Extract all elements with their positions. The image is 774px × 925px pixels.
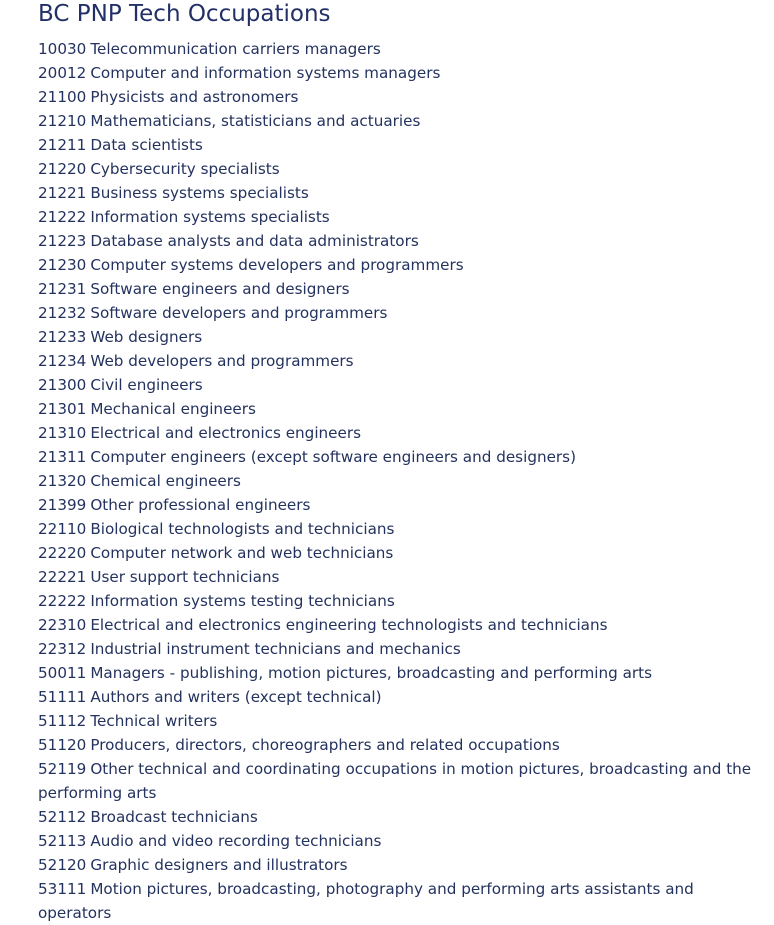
occupation-name: Other professional engineers xyxy=(90,496,311,514)
occupation-code: 21100 xyxy=(38,88,87,106)
occupation-name: Technical writers xyxy=(90,712,218,730)
occupation-item xyxy=(38,61,768,85)
occupation-code: 22222 xyxy=(38,592,87,610)
occupation-name: Graphic designers and illustrators xyxy=(90,856,348,874)
occupation-item xyxy=(38,349,768,373)
occupation-item xyxy=(38,421,768,445)
occupation-name: Information systems testing technicians xyxy=(90,592,395,610)
occupation-item xyxy=(38,637,768,661)
occupation-list xyxy=(38,37,768,925)
occupation-name: Mechanical engineers xyxy=(90,400,256,418)
occupation-code: 22310 xyxy=(38,616,87,634)
occupation-name: Business systems specialists xyxy=(90,184,309,202)
occupation-name: Software developers and programmers xyxy=(90,304,388,322)
occupation-code: 22110 xyxy=(38,520,87,538)
occupation-code: 21223 xyxy=(38,232,87,250)
occupation-name: Web developers and programmers xyxy=(90,352,354,370)
occupation-name: Computer and information systems managers xyxy=(90,64,441,82)
occupation-item xyxy=(38,805,768,829)
occupation-item xyxy=(38,541,768,565)
occupation-code: 21311 xyxy=(38,448,87,466)
occupation-item xyxy=(38,277,768,301)
occupation-item xyxy=(38,661,768,685)
occupation-name: Telecommunication carriers managers xyxy=(90,40,381,58)
occupation-code: 21234 xyxy=(38,352,87,370)
occupation-item xyxy=(38,733,768,757)
occupation-code: 21399 xyxy=(38,496,87,514)
occupation-item xyxy=(38,445,768,469)
occupation-code: 52120 xyxy=(38,856,87,874)
occupation-item xyxy=(38,493,768,517)
occupation-name: Authors and writers (except technical) xyxy=(90,688,382,706)
occupation-code: 21231 xyxy=(38,280,87,298)
occupation-name: Computer network and web technicians xyxy=(90,544,394,562)
occupation-item xyxy=(38,37,768,61)
occupation-name: Managers - publishing, motion pictures, broadcasting and performing arts xyxy=(90,664,652,682)
occupation-item xyxy=(38,685,768,709)
occupation-item xyxy=(38,157,768,181)
occupation-item xyxy=(38,853,768,877)
occupation-item xyxy=(38,85,768,109)
occupation-item xyxy=(38,709,768,733)
occupation-code: 22221 xyxy=(38,568,87,586)
occupation-name: Other technical and coordinating occupations in motion pictures, broadcasting and the performing arts xyxy=(38,760,752,802)
occupation-name: User support technicians xyxy=(90,568,280,586)
occupation-code: 51111 xyxy=(38,688,87,706)
occupation-name: Cybersecurity specialists xyxy=(90,160,280,178)
occupation-code: 21222 xyxy=(38,208,87,226)
occupation-item xyxy=(38,181,768,205)
occupation-name: Computer engineers (except software engineers and designers) xyxy=(90,448,577,466)
occupation-item xyxy=(38,205,768,229)
occupation-item xyxy=(38,373,768,397)
occupation-code: 52112 xyxy=(38,808,87,826)
occupation-code: 21300 xyxy=(38,376,87,394)
occupation-code: 21320 xyxy=(38,472,87,490)
occupation-code: 21220 xyxy=(38,160,87,178)
occupation-code: 21301 xyxy=(38,400,87,418)
occupation-name: Electrical and electronics engineering technologists and technicians xyxy=(90,616,608,634)
main-content xyxy=(38,0,768,925)
occupation-item xyxy=(38,517,768,541)
occupation-name: Database analysts and data administrators xyxy=(90,232,419,250)
occupation-code: 21230 xyxy=(38,256,87,274)
occupation-code: 22220 xyxy=(38,544,87,562)
occupation-code: 51112 xyxy=(38,712,87,730)
occupation-code: 52119 xyxy=(38,760,87,778)
occupation-code: 21211 xyxy=(38,136,87,154)
occupation-item xyxy=(38,397,768,421)
occupation-code: 51120 xyxy=(38,736,87,754)
page-title: BC PNP Tech Occupations xyxy=(38,1,331,27)
occupation-code: 21232 xyxy=(38,304,87,322)
occupation-item xyxy=(38,589,768,613)
occupation-item xyxy=(38,133,768,157)
occupation-code: 21210 xyxy=(38,112,87,130)
occupation-item xyxy=(38,229,768,253)
occupation-name: Software engineers and designers xyxy=(90,280,350,298)
occupation-name: Motion pictures, broadcasting, photography and performing arts assistants and operators xyxy=(38,880,694,922)
occupation-name: Data scientists xyxy=(90,136,203,154)
occupation-name: Audio and video recording technicians xyxy=(90,832,382,850)
occupation-item xyxy=(38,613,768,637)
occupation-name: Mathematicians, statisticians and actuaries xyxy=(90,112,421,130)
occupation-code: 22312 xyxy=(38,640,87,658)
occupation-item xyxy=(38,301,768,325)
occupation-item xyxy=(38,109,768,133)
occupation-name: Chemical engineers xyxy=(90,472,241,490)
occupation-code: 21310 xyxy=(38,424,87,442)
occupation-name: Information systems specialists xyxy=(90,208,330,226)
occupation-name: Producers, directors, choreographers and related occupations xyxy=(90,736,560,754)
occupation-code: 52113 xyxy=(38,832,87,850)
occupation-name: Physicists and astronomers xyxy=(90,88,299,106)
occupation-item xyxy=(38,877,768,925)
occupation-name: Industrial instrument technicians and mechanics xyxy=(90,640,461,658)
occupation-code: 50011 xyxy=(38,664,87,682)
occupation-item xyxy=(38,829,768,853)
occupation-code: 10030 xyxy=(38,40,87,58)
occupation-name: Broadcast technicians xyxy=(90,808,258,826)
occupation-name: Civil engineers xyxy=(90,376,203,394)
occupation-item xyxy=(38,757,768,805)
occupation-name: Computer systems developers and programmers xyxy=(90,256,464,274)
occupation-name: Web designers xyxy=(90,328,203,346)
occupation-item xyxy=(38,253,768,277)
occupation-name: Biological technologists and technicians xyxy=(90,520,395,538)
occupation-item xyxy=(38,469,768,493)
occupation-name: Electrical and electronics engineers xyxy=(90,424,362,442)
occupation-code: 20012 xyxy=(38,64,87,82)
occupation-code: 21233 xyxy=(38,328,87,346)
occupation-item xyxy=(38,565,768,589)
occupation-code: 21221 xyxy=(38,184,87,202)
occupation-item xyxy=(38,325,768,349)
occupation-code: 53111 xyxy=(38,880,87,898)
